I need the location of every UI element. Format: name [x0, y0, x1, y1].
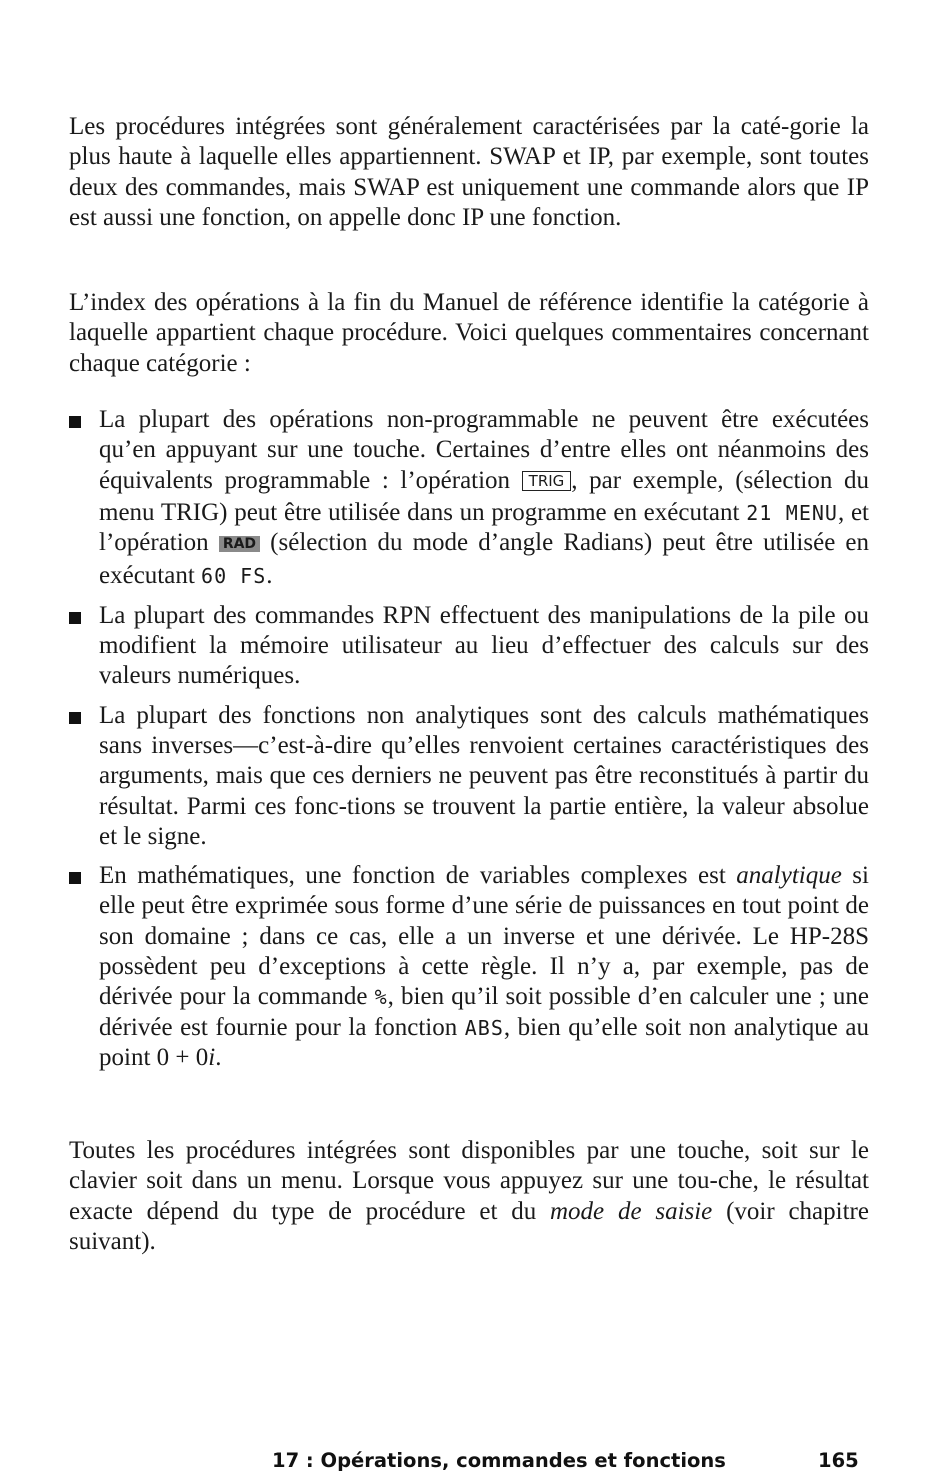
list-item-non-programmable: La plupart des opérations non-programmable ne peuvent être exécutées qu’en appuyant sur une touche. Certaines d’entre elles ont néanmoins des équivalents programmable : l’opération TRIG , par exemple, (sélection du menu TRIG) peut être utilisée dans un programme en exécutant 21 MENU, et l’opération RAD (sélection du mode d’angle Radians) peut être utilisée en exécutant 60 FS. [69, 405, 869, 592]
bullet-square-icon [69, 416, 81, 428]
page-number: 165 [818, 1449, 859, 1472]
running-footer [272, 1446, 872, 1476]
paragraph-index: L’index des opérations à la fin du Manuel de référence identifie la catégorie à laquelle appartient chaque procédure. Voici quelques commentaires concernant chaque catégorie : [69, 289, 869, 377]
list-item-analytic: En mathématiques, une fonction de variables complexes est analytique si elle peut être exprimée sous forme d’une série de puissances en tout point de son domaine ; dans ce cas, elle a un inverse et une dérivée. Le HP-28S possèdent peu d’exceptions à cette règle. Il n’y a, par exemple, pas de dérivée pour la commande %, bien qu’il soit possible d’en calculer une ; une dérivée est fournie pour la fonction ABS, bien qu’elle soit non analytique au point 0 + 0i. [69, 861, 869, 1073]
code-abs-function: ABS [464, 1015, 504, 1040]
bullet-square-icon [69, 872, 81, 884]
bullet-square-icon [69, 712, 81, 724]
list-item-non-analytic: La plupart des fonctions non analytiques sont des calculs mathématiques sans inverses—c’est-à-dire qu’elles renvoient certaines caractéristiques des arguments, mais que ces derniers ne peuvent pas être reconstitués à partir du résultat. Parmi ces fonc-tions se trouvent la partie entière, la valeur absolue et le signe. [69, 701, 869, 852]
chapter-title: 17 : Opérations, commandes et fonctions [272, 1449, 726, 1472]
paragraph-keys: Toutes les procédures intégrées sont disponibles par une touche, soit sur le clavier soit dans un menu. Lorsque vous appuyez sur une tou-che, le résultat exacte dépend du type de procédure et du mode de saisie (voir chapitre suivant). [69, 1137, 869, 1255]
category-list [69, 405, 869, 1082]
paragraph-intro: Les procédures intégrées sont généralement caractérisées par la caté-gorie la plus haute à laquelle elles appartiennent. SWAP et IP, par exemple, sont toutes deux des commandes, mais SWAP est uniquement une commande alors que IP est aussi une fonction, on appelle donc IP une fonction. [69, 113, 869, 231]
bullet-square-icon [69, 612, 81, 624]
list-item-rpn-commands: La plupart des commandes RPN effectuent des manipulations de la pile ou modifient la mémoire utilisateur au lieu d’effectuer des calculs sur des valeurs numériques. [69, 601, 869, 692]
rad-menu-key: RAD [219, 536, 260, 552]
code-percent-command: % [374, 985, 388, 1010]
code-menu-command: 21 MENU [746, 500, 838, 525]
code-fs-command: 60 FS [201, 564, 267, 589]
trig-key: TRIG [522, 471, 572, 491]
